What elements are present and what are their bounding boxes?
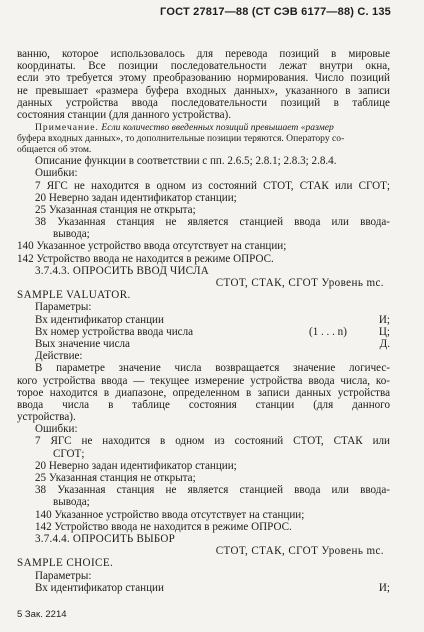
param-name: Вх идентификатор станции [35,581,164,594]
error-item: 140 Указанное устройство ввода отсутствует на станции; [35,508,305,521]
error-item: 140 Указанное устройство ввода отсутствует на станции; [17,240,287,253]
page-footer: 5 Зак. 2214 [17,609,67,620]
page-header: ГОСТ 27817—88 (СТ СЭВ 6177—88) С. 135 [160,6,391,18]
note-line [17,122,390,133]
param-row [17,314,390,326]
function-name: SAMPLE VALUATOR. [17,289,131,302]
action-line: устройства). [17,411,76,424]
error-item: 38 Указанная станция не является станцией ввода или ввода- [35,216,390,229]
error-item: 7 ЯГС не находится в одном из состояний СТОТ, СТАК или [35,435,390,448]
param-row [17,326,390,338]
param-name: Вх номер устройства ввода числа [35,325,194,338]
params-label: Параметры: [35,569,92,582]
error-item: 25 Указанная станция не открыта; [35,472,196,484]
param-range: (1 . . . n) [309,325,347,338]
text-line: не превышает «размера буфера входных данных», указанного в записи [17,84,390,97]
note-line: буфера входных данных», то дополнительные позиции теряются. Оператору со- [17,133,345,145]
param-row [17,338,390,350]
note-label: Примечание. [35,122,99,134]
note-text: Если количество введенных позиций превышает «размер [101,122,334,134]
error-item: 142 Устройство ввода не находится в режиме ОПРОС. [17,252,274,265]
params-label: Параметры: [35,301,92,314]
document-body [17,48,390,594]
error-item: 20 Неверно задан идентификатор станции; [35,459,237,472]
text-line: ванню, которое использовалось для перевода позиций в мировые [17,48,390,60]
text-line: координаты. Все позиции последовательности лежат внутри окна, [17,60,390,73]
text-line: состояния станции (для данного устройства). [17,108,231,121]
param-type: И; [378,581,390,594]
param-type: Д. [379,337,390,350]
error-item: 7 ЯГС не находится в одном из состояний СТОТ, СТАК или СГОТ; [35,179,390,192]
param-name: Вх идентификатор станции [35,313,164,326]
param-type: Ц; [378,325,390,338]
error-item: 20 Неверно задан идентификатор станции; [35,191,237,204]
action-line: ввода числа в таблице состояния станции (для данного [17,398,390,411]
action-label: Действие: [35,350,83,363]
error-item: вывода; [53,228,90,241]
action-line: кого устройства ввода — текущее измерение устройства ввода числа, ко- [17,374,390,387]
param-type: И; [378,313,390,326]
error-item: вывода; [53,496,90,509]
text-line: если это требуется этому преобразованию нормирования. Число позиций [17,72,390,85]
section-states: СТОТ, СТАК, СГОТ Уровень mc. [215,545,384,558]
error-item: 38 Указанная станция не является станцией ввода или ввода- [35,484,390,497]
errors-label: Ошибки: [35,423,78,436]
param-row [17,582,390,594]
action-line: торое находится в диапазоне, определенном в записи данных устройства [17,386,390,399]
error-item: 25 Указанная станция не открыта; [35,203,196,216]
param-name: Вых значение числа [35,337,130,350]
text-line: данных устройства ввода последовательности позиций в таблице [17,96,390,109]
section-states: СТОТ, СТАК, СГОТ Уровень mc. [215,277,384,289]
section-title: 3.7.4.4. ОПРОСИТЬ ВЫБОР [35,532,176,545]
errors-label: Ошибки: [35,167,78,180]
action-line: В параметре значение числа возвращается значение логичес- [35,362,390,375]
note-line: общается об этом. [17,144,92,156]
function-name: SAMPLE CHOICE. [17,557,114,570]
error-item: 142 Устройство ввода не находится в режиме ОПРОС. [35,520,292,533]
section-title: 3.7.4.3. ОПРОСИТЬ ВВОД ЧИСЛА [35,264,209,277]
error-item: СГОТ; [53,447,85,460]
function-ref: Описание функции в соответствии с пп. 2.6.5; 2.8.1; 2.8.3; 2.8.4. [35,155,337,168]
